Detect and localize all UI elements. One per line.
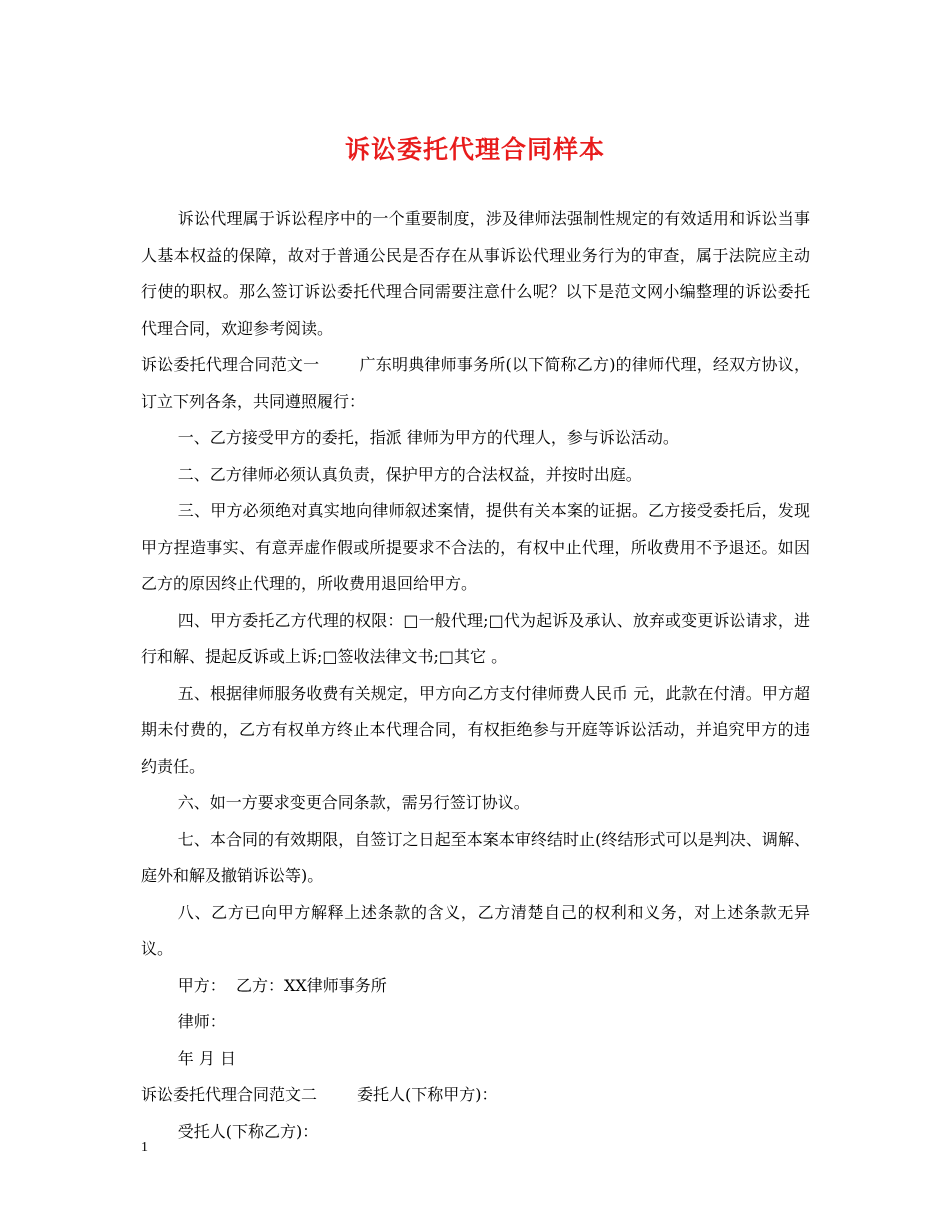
clause-4: 四、甲方委托乙方代理的权限：□一般代理;□代为起诉及承认、放弃或变更诉讼请求，进行和解、提起反诉或上诉;□签收法律文书;□其它 。: [141, 610, 810, 666]
sample1-heading: 诉讼委托代理合同范文一: [141, 355, 320, 374]
signature-parties: [141, 968, 810, 1005]
page-number: 1: [141, 1140, 148, 1155]
clause-1: 一、乙方接受甲方的委托，指派 律师为甲方的代理人，参与诉讼活动。: [177, 428, 679, 447]
sample2-heading: 诉讼委托代理合同范文二: [141, 1085, 318, 1104]
sample1-lead: 广东明典律师事务所(以下简称乙方)的律师代理，经双方协议，订立下列各条，共同遵照履行：: [141, 355, 810, 411]
lawyer-label: 律师：: [177, 1012, 226, 1031]
clause-7: 七、本合同的有效期限，自签订之日起至本案本审终结时止(终结形式可以是判决、调解、庭外和解及撤销诉讼等)。: [141, 829, 810, 885]
document-title: 诉讼委托代理合同样本: [344, 135, 605, 164]
document-body: [141, 201, 810, 1150]
clause-2: 二、乙方律师必须认真负责，保护甲方的合法权益，并按时出庭。: [177, 464, 642, 484]
sample2-agent: 受托人(下称乙方)：: [177, 1121, 319, 1141]
date-label: 年 月 日: [177, 1048, 236, 1068]
sample2-heading-line: [141, 1077, 810, 1114]
clause-8: 八、乙方已向甲方解释上述条款的含义，乙方清楚自己的权利和义务，对上述条款无异议。: [141, 902, 810, 958]
sample2-client: 委托人(下称甲方)：: [357, 1085, 498, 1104]
clause-5: 五、根据律师服务收费有关规定，甲方向乙方支付律师费人民币 元，此款在付清。甲方超期未付费的，乙方有权单方终止本代理合同，有权拒绝参与开庭等诉讼活动，并追究甲方的违约责任。: [141, 683, 810, 776]
clause-6: 六、如一方要求变更合同条款，需另行签订协议。: [177, 793, 530, 812]
sample1-heading-line: [141, 347, 810, 420]
clause-3: 三、甲方必须绝对真实地向律师叙述案情，提供有关本案的证据。乙方接受委托后，发现甲方捏造事实、有意弄虚作假或所提要求不合法的，有权中止代理，所收费用不予退还。如因乙方的原因终止代理的，所收费用退回给甲方。: [141, 501, 810, 593]
intro-paragraph: 诉讼代理属于诉讼程序中的一个重要制度，涉及律师法强制性规定的有效适用和诉讼当事人基本权益的保障，故对于普通公民是否存在从事诉讼代理业务行为的审查，属于法院应主动行使的职权。那么签订诉讼委托代理合同需要注意什么呢？以下是范文网小编整理的诉讼委托代理合同，欢迎参考阅读。: [141, 209, 810, 338]
party-b-label: 乙方：XX律师事务所: [235, 975, 387, 995]
party-a-label: 甲方：: [177, 975, 226, 995]
